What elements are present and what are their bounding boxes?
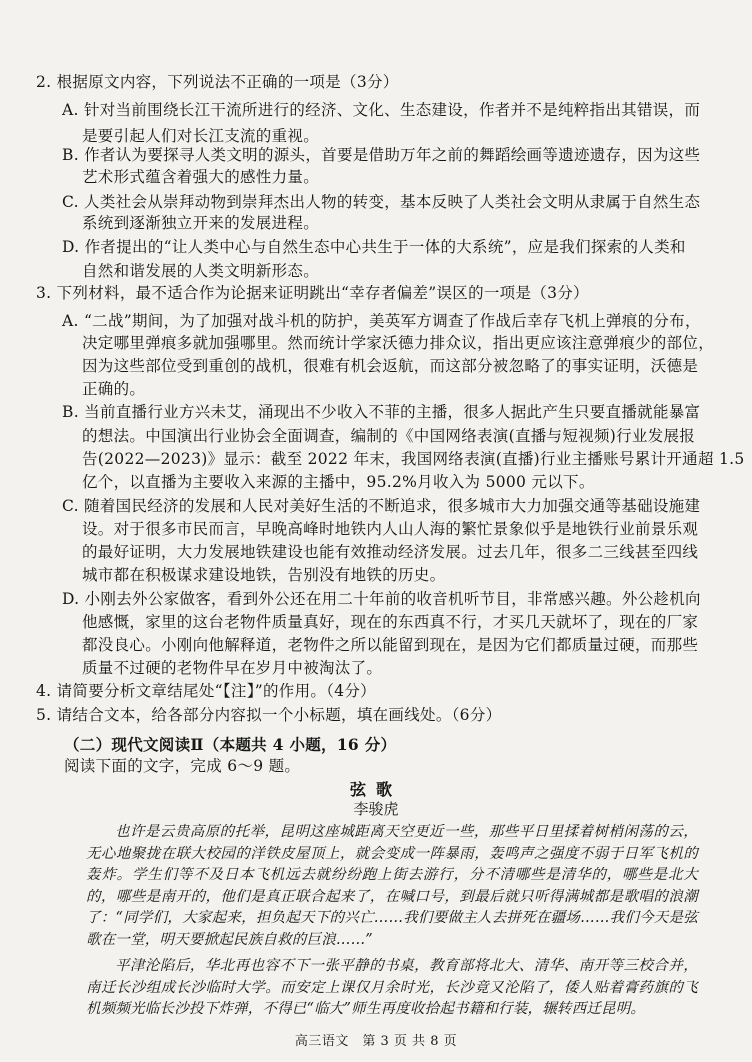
section-instruction: 阅读下面的文字，完成 6～9 题。 [64,757,301,775]
q3-option-a-line1: A. “二战”期间，为了加强对战斗机的防护，美英军方调查了作战后幸存飞机上弹痕的分布， [62,312,701,330]
q3-option-b-line1: B. 当前直播行业方兴未艾，涌现出不少收入不菲的主播，很多人据此产生只要直播就能暴富 [62,403,701,421]
q2-option-d-line1: D. 作者提出的“让人类中心与自然生态中心共生于一体的大系统”，应是我们探索的人类和 [62,238,686,256]
q2-option-a-line1: A. 针对当前围绕长江干流所进行的经济、文化、生态建设，作者并不是纯粹指出其错误，而 [62,101,701,119]
passage-paragraph-2: 平津沦陷后，华北再也容不下一张平静的书桌，教育部将北大、清华、南开等三校合并，南迁长沙组成长沙临时大学。而安定上课仅月余时光，长沙竟又沦陷了，倭人贴着膏药旗的飞机频频光临长沙投下炸弹，不得已“临大”师生再度收拾起书籍和行装，辗转西迁昆明。 [86,958,698,1017]
q5-stem: 5. 请结合文本，给各部分内容拟一个小标题，填在画线处。（6分） [36,706,502,724]
q2-option-c-line2: 系统到逐渐独立开来的发展进程。 [82,214,320,232]
q3-option-c-line4: 城市都在积极谋求建设地铁，告别没有地铁的历史。 [82,566,446,584]
q3-option-c-line1: C. 随着国民经济的发展和人民对美好生活的不断追求，很多城市大力加强交通等基础设施建 [62,497,701,515]
q3-option-b-line2: 的想法。中国演出行业协会全面调查，编制的《中国网络表演(直播与短视频)行业发展报 [82,427,696,445]
q2-stem: 2. 根据原文内容，下列说法不正确的一项是（3分） [36,73,399,91]
q3-option-a-line2: 决定哪里弹痕多就加强哪里。然而统计学家沃德力排众议，指出更应该注意弹痕少的部位， [82,334,715,352]
q2-option-b-line1: B. 作者认为要探寻人类文明的源头，首要是借助万年之前的舞蹈绘画等遗迹遗存，因为这些 [62,146,701,164]
q3-stem: 3. 下列材料，最不适合作为论据来证明跳出“幸存者偏差”误区的一项是（3分） [36,284,589,302]
passage-author: 李骏虎 [353,800,399,818]
q3-option-d-line1: D. 小刚去外公家做客，看到外公还在用二十年前的收音机听节目，非常感兴趣。外公趁机向 [62,590,701,608]
passage-title: 弦歌 [349,780,402,799]
q3-option-d-line3: 都没良心。小刚向他解释道，老物件之所以能留到现在，是因为它们都质量过硬，而那些 [82,636,699,654]
passage-paragraph-1: 也许是云贵高原的托举，昆明这座城距离天空更近一些，那些平日里揉着树梢闲荡的云，无心地聚拢在联大校园的洋铁皮屋顶上，就会变成一阵暴雨，轰鸣声之强度不弱于日军飞机的轰炸。学生们等不及日本飞机远去就纷纷跑上街去游行，分不清哪些是清华的，哪些是北大的，哪些是南开的，他们是真正联合起来了，在喊口号，到最后就只听得满城都是歌唱的浪潮了：“同学们，大家起来，担负起天下的兴亡……我们要做主人去拼死在疆场……我们今天是弦歌在一堂，明天要掀起民族自救的巨浪……” [86,824,698,948]
q3-option-c-line2: 设。对于很多市民而言，早晚高峰时地铁内人山人海的繁忙景象似乎是地铁行业前景乐观 [82,520,699,538]
q2-option-d-line2: 自然和谐发展的人类文明新形态。 [82,262,320,280]
q3-option-a-line3: 因为这些部位受到重创的战机，很难有机会返航，而这部分被忽略了的事实证明，沃德是 [82,357,699,375]
page-footer: 高三语文 第 3 页 共 8 页 [294,1034,458,1049]
q2-option-c-line1: C. 人类社会从崇拜动物到崇拜杰出人物的转变，基本反映了人类社会文明从隶属于自然生态 [62,193,701,211]
section-heading: （二）现代文阅读Ⅱ（本题共 4 小题，16 分） [64,735,397,754]
q3-option-a-line4: 正确的。 [82,380,146,398]
q3-option-d-line2: 他感慨，家里的这台老物件质量真好，现在的东西真不行，才买几天就坏了，现在的厂家 [82,613,699,631]
q2-option-a-line2: 是要引起人们对长江支流的重视。 [82,127,320,145]
q3-option-b-line4: 亿个，以直播为主要收入来源的主播中，95.2%月收入为 5000 元以下。 [82,473,595,491]
q3-option-c-line3: 的最好证明，大力发展地铁建设也能有效推动经济发展。过去几年，很多二三线甚至四线 [82,543,699,561]
q3-option-d-line4: 质量不过硬的老物件早在岁月中被淘汰了。 [82,659,383,677]
q3-option-b-line3: 告(2022—2023)》显示：截至 2022 年末，我国网络表演(直播)行业主播账号累计开通超 1.5 [82,450,745,468]
q4-stem: 4. 请简要分析文章结尾处“【注】”的作用。（4分） [36,682,376,700]
q2-option-b-line2: 艺术形式蕴含着强大的感性力量。 [82,168,320,186]
